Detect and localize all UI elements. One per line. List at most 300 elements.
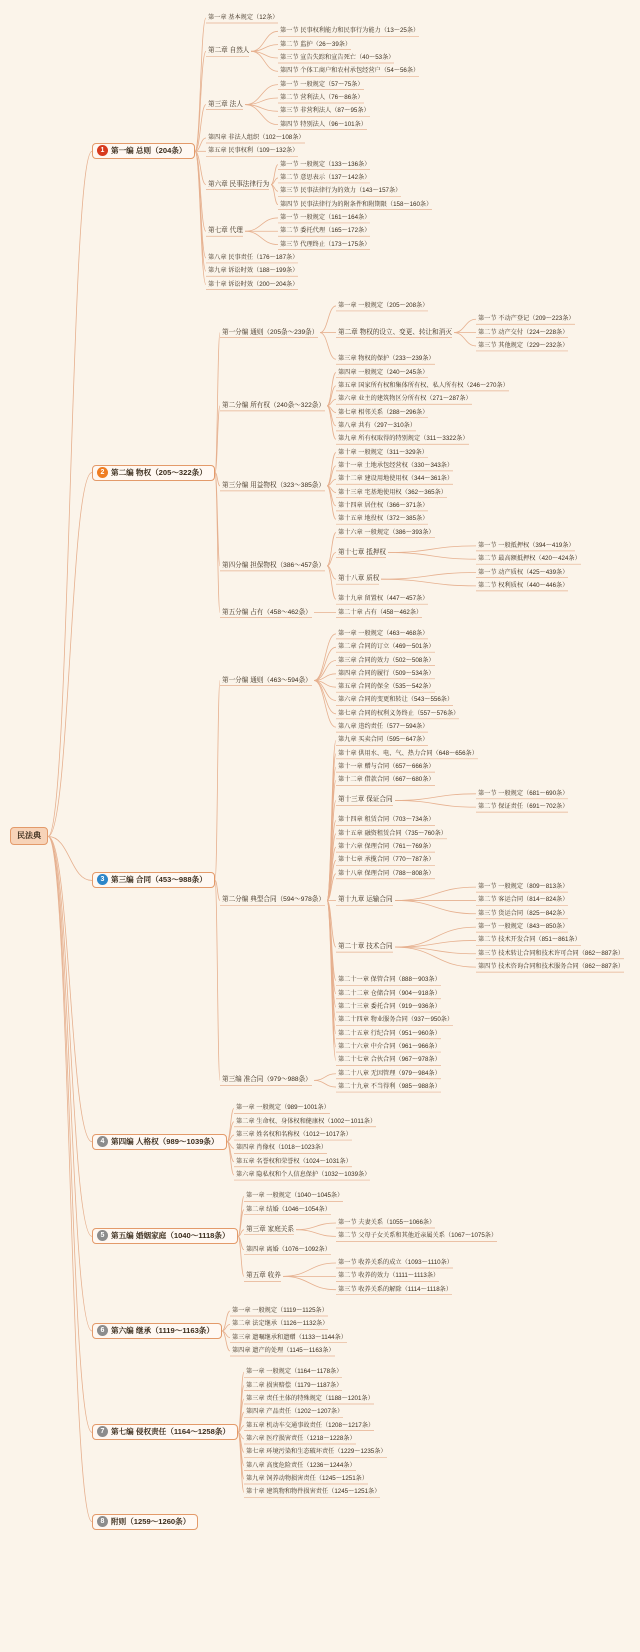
leaf-node — [478, 935, 581, 945]
leaf-node-label: 第四节 个体工商户和农村承包经营户（54～56条） — [280, 67, 420, 75]
leaf-node — [236, 1143, 327, 1153]
leaf-node — [478, 882, 568, 892]
connector-line — [327, 406, 336, 439]
leaf-node-label: 第二节 保证责任（691～702条） — [478, 803, 569, 811]
leaf-node — [338, 855, 435, 865]
leaf-node — [232, 1346, 335, 1356]
leaf-node — [338, 594, 428, 604]
leaf-node-label: 第十二章 借款合同（667～680条） — [338, 776, 435, 784]
leaf-node — [338, 749, 478, 759]
leaf-node-label: 第二节 技术开发合同（851～861条） — [478, 936, 581, 944]
branch-node-label: 第二章 物权的设立、变更、转让和消灭 — [338, 328, 452, 336]
leaf-node — [246, 1394, 374, 1404]
leaf-node — [280, 106, 370, 116]
leaf-node-label: 第三章 遗嘱继承和遗赠（1133～1144条） — [232, 1333, 347, 1341]
leaf-node-label: 第五章 民事权利（109～132条） — [208, 147, 299, 155]
leaf-node-label: 第十章 建筑物和物件损害责任（1245～1251条） — [246, 1488, 381, 1496]
branch-node — [208, 180, 269, 190]
leaf-node-label: 第二章 合同的订立（469～501条） — [338, 643, 435, 651]
leaf-node-label: 第十四章 租赁合同（703～734条） — [338, 816, 435, 824]
leaf-node-label: 第三章 物权的保护（233～239条） — [338, 355, 435, 363]
leaf-node — [478, 541, 575, 551]
connector-line — [395, 887, 476, 900]
leaf-node — [246, 1474, 368, 1484]
leaf-node-label: 第十八章 保理合同（788～808条） — [338, 869, 435, 877]
branch-node-label: 第六章 民事法律行为 — [208, 180, 270, 188]
branch-node — [338, 942, 393, 952]
leaf-node — [280, 173, 370, 183]
connector-line — [48, 836, 92, 1521]
connector-line — [48, 151, 92, 836]
leaf-node-label: 第二节 意思表示（137～142条） — [280, 173, 371, 181]
branch-node-label: 第五分编 占有（458～462条） — [222, 608, 312, 616]
leaf-node — [478, 314, 575, 324]
leaf-node — [208, 133, 305, 143]
leaf-node-label: 第十四章 居住权（366～371条） — [338, 501, 429, 509]
leaf-node-label: 第三节 宣告失踪和宣告死亡（40～53条） — [280, 53, 395, 61]
leaf-node — [280, 240, 370, 250]
leaf-node-label: 第一节 一般规定（133～136条） — [280, 160, 371, 168]
leaf-node — [338, 869, 435, 879]
branch-node — [246, 1225, 294, 1235]
leaf-node-label: 第十九章 留置权（447～457条） — [338, 595, 429, 603]
leaf-node — [338, 301, 428, 311]
connector-line — [195, 51, 206, 151]
leaf-node-label: 第二十五章 行纪合同（951～960条） — [338, 1029, 441, 1037]
part-label: 第二编 物权（205～322条） — [111, 467, 207, 477]
connector-line — [314, 647, 336, 680]
branch-node — [208, 226, 243, 236]
leaf-node-label: 第三章 姓名权和名称权（1012～1017条） — [236, 1131, 352, 1139]
leaf-node-label: 第一章 一般规定（205～208条） — [338, 301, 429, 309]
branch-node-label: 第二分编 所有权（240条～322条） — [222, 401, 325, 409]
leaf-node — [338, 1042, 441, 1052]
leaf-node-label: 第三节 货运合同（825～842条） — [478, 909, 569, 917]
leaf-node — [338, 975, 441, 985]
leaf-node — [338, 842, 435, 852]
branch-node-label: 第一分编 通则（205条～239条） — [222, 328, 319, 336]
leaf-node — [280, 93, 364, 103]
connector-line — [327, 453, 336, 486]
leaf-node-label: 第七章 环境污染和生态破坏责任（1229～1235条） — [246, 1448, 387, 1456]
leaf-node — [280, 40, 351, 50]
connector-line — [327, 566, 336, 599]
branch-node-label: 第五章 收养 — [246, 1272, 281, 1280]
leaf-node — [338, 434, 469, 444]
leaf-node — [478, 328, 568, 338]
leaf-node — [280, 26, 419, 36]
leaf-node — [338, 1029, 441, 1039]
leaf-node-label: 第三节 民事法律行为的效力（143～157条） — [280, 187, 402, 195]
branch-node — [222, 1075, 312, 1085]
leaf-node — [280, 160, 370, 170]
connector-line — [238, 1386, 244, 1433]
leaf-node — [236, 1103, 330, 1113]
leaf-node-label: 第二节 最高额抵押权（420～424条） — [478, 555, 581, 563]
leaf-node-label: 第五章 名誉权和荣誉权（1024～1031条） — [236, 1157, 352, 1165]
leaf-node — [208, 280, 298, 290]
leaf-node-label: 第二节 营利法人（76～86条） — [280, 93, 364, 101]
connector-line — [245, 218, 278, 231]
leaf-node-label: 第二十九章 不当得利（985～988条） — [338, 1083, 441, 1091]
leaf-node — [236, 1117, 376, 1127]
connector-line — [296, 1223, 336, 1230]
branch-node — [222, 561, 325, 571]
connector-line — [327, 486, 336, 519]
leaf-node — [338, 695, 453, 705]
connector-line — [388, 546, 476, 553]
part-number-badge: 2 — [97, 467, 108, 478]
leaf-node-label: 第十五章 地役权（372～385条） — [338, 515, 429, 523]
leaf-node — [478, 581, 568, 591]
leaf-node-label: 第十六章 一般规定（386～393条） — [338, 528, 435, 536]
connector-line — [395, 800, 476, 807]
part-node — [92, 465, 215, 481]
leaf-node — [338, 474, 453, 484]
part-node — [92, 1134, 227, 1150]
leaf-node-label: 第五章 国家所有权和集体所有权、私人所有权（246～270条） — [338, 381, 509, 389]
leaf-node-label: 第一节 一般抵押权（394～419条） — [478, 541, 575, 549]
leaf-node-label: 第九章 诉讼时效（188～199条） — [208, 267, 299, 275]
leaf-node — [338, 394, 472, 404]
leaf-node — [338, 682, 435, 692]
leaf-node-label: 第一节 一般规定（681～690条） — [478, 789, 569, 797]
leaf-node-label: 第二十章 占有（458～462条） — [338, 608, 423, 616]
leaf-node-label: 第三节 收养关系的解除（1114～1118条） — [338, 1285, 453, 1293]
leaf-node-label: 第二章 法定继承（1126～1132条） — [232, 1320, 329, 1328]
connector-line — [48, 836, 92, 1331]
root-node-label: 民法典 — [17, 831, 41, 841]
branch-node — [246, 1271, 281, 1281]
leaf-node — [338, 709, 459, 719]
leaf-node — [478, 949, 624, 959]
part-node — [92, 872, 215, 888]
leaf-node-label: 第十章 诉讼时效（200～204条） — [208, 280, 299, 288]
leaf-node-label: 第一节 收养关系的成立（1093～1110条） — [338, 1259, 453, 1267]
leaf-node — [338, 775, 435, 785]
connector-line — [381, 579, 476, 586]
connector-line — [227, 1108, 234, 1141]
connector-line — [296, 1230, 336, 1237]
branch-node-label: 第二十章 技术合同 — [338, 943, 393, 951]
leaf-node — [280, 66, 419, 76]
leaf-node-label: 第二节 权利质权（440～446条） — [478, 581, 569, 589]
leaf-node-label: 第一节 夫妻关系（1055～1066条） — [338, 1219, 436, 1227]
leaf-node — [338, 461, 453, 471]
part-node — [92, 1228, 238, 1244]
leaf-node-label: 第六章 隐私权和个人信息保护（1032～1039条） — [236, 1171, 371, 1179]
part-node — [92, 143, 195, 159]
leaf-node — [246, 1434, 356, 1444]
leaf-node — [478, 568, 568, 578]
leaf-node — [280, 80, 364, 90]
connector-line — [48, 473, 92, 837]
connector-line — [215, 473, 220, 613]
leaf-node-label: 第四章 一般规定（240～245条） — [338, 368, 429, 376]
branch-node-label: 第三章 家庭关系 — [246, 1225, 294, 1233]
branch-node-label: 第一分编 通则（463～594条） — [222, 676, 312, 684]
part-label: 第五编 婚姻家庭（1040～1118条） — [111, 1231, 230, 1241]
leaf-node-label: 第二十四章 物业服务合同（937～950条） — [338, 1016, 454, 1024]
leaf-node-label: 第十六章 保理合同（761～769条） — [338, 843, 435, 851]
leaf-node-label: 第一节 一般规定（809～813条） — [478, 883, 569, 891]
leaf-node — [208, 13, 278, 23]
leaf-node — [478, 909, 568, 919]
leaf-node — [478, 789, 568, 799]
leaf-node — [338, 669, 435, 679]
leaf-node-label: 第一章 基本规定（12条） — [208, 14, 279, 21]
part-label: 第六编 继承（1119～1163条） — [111, 1326, 214, 1335]
branch-node — [222, 401, 325, 411]
connector-line — [48, 836, 92, 1141]
branch-node — [222, 608, 312, 618]
part-number-badge: 6 — [97, 1325, 108, 1336]
leaf-node-label: 第二节 委托代理（165～172条） — [280, 227, 371, 235]
leaf-node — [338, 1218, 435, 1228]
leaf-node — [246, 1205, 331, 1215]
leaf-node-label: 第九章 所有权取得的特别规定（311～3322条） — [338, 435, 469, 443]
leaf-node-label: 第四节 民事法律行为的附条件和附期限（158～160条） — [280, 200, 433, 208]
leaf-node-label: 第一节 一般规定（57～75条） — [280, 80, 364, 88]
leaf-node-label: 第十一章 土地承包经营权（330～343条） — [338, 461, 454, 469]
part-number-badge: 3 — [97, 874, 108, 885]
leaf-node-label: 第二节 收养的效力（1111～1113条） — [338, 1272, 440, 1280]
part-number-badge: 8 — [97, 1516, 108, 1527]
leaf-node — [338, 448, 428, 458]
leaf-node-label: 第五章 合同的保全（535～542条） — [338, 683, 435, 691]
connector-line — [314, 681, 336, 728]
leaf-node-label: 第二章 损害赔偿（1179～1187条） — [246, 1381, 343, 1389]
connector-line — [227, 1142, 234, 1175]
leaf-node — [338, 528, 435, 538]
part-label: 第三编 合同（453～988条） — [111, 875, 207, 885]
leaf-node — [280, 226, 370, 236]
leaf-node-label: 第一节 一般规定（161～164条） — [280, 213, 371, 221]
leaf-node — [246, 1191, 343, 1201]
leaf-node-label: 第一章 一般规定（1164～1178条） — [246, 1368, 343, 1376]
leaf-node-label: 第七章 合同的权利义务终止（557～576条） — [338, 709, 460, 717]
part-number-badge: 7 — [97, 1426, 108, 1437]
leaf-node — [338, 1069, 441, 1079]
leaf-node-label: 第六章 业主的建筑物区分所有权（271～287条） — [338, 395, 472, 403]
branch-node-label: 第十三章 保证合同 — [338, 796, 393, 804]
leaf-node — [478, 962, 624, 972]
leaf-node-label: 第二章 生命权、身体权和健康权（1002～1011条） — [236, 1117, 377, 1125]
leaf-node-label: 第一章 一般规定（1040～1045条） — [246, 1192, 344, 1200]
part-node — [92, 1514, 198, 1530]
leaf-node — [338, 829, 447, 839]
connector-line — [327, 373, 336, 406]
part-label: 第一编 总则（204条） — [111, 146, 187, 156]
connector-line — [320, 306, 336, 333]
leaf-node — [338, 381, 509, 391]
leaf-node-label: 第四节 特别法人（96～101条） — [280, 120, 367, 128]
leaf-node — [338, 354, 435, 364]
leaf-node-label: 第三章 责任主体的特殊规定（1188～1201条） — [246, 1394, 374, 1402]
leaf-node-label: 第四章 离婚（1076～1092条） — [246, 1245, 331, 1253]
connector-line — [320, 333, 336, 360]
leaf-node-label: 第二节 父母子女关系和其他近亲属关系（1067～1075条） — [338, 1232, 498, 1240]
branch-node-label: 第三编 准合同（979～988条） — [222, 1076, 312, 1084]
leaf-node-label: 第三节 非营利法人（87～95条） — [280, 107, 370, 115]
leaf-node-label: 第四章 合同的履行（509～534条） — [338, 669, 435, 677]
root-node — [10, 827, 48, 845]
leaf-node-label: 第四章 肖像权（1018～1023条） — [236, 1144, 328, 1152]
leaf-node — [338, 488, 447, 498]
leaf-node — [338, 735, 428, 745]
leaf-node-label: 第一节 一般规定（843～850条） — [478, 923, 569, 931]
leaf-node-label: 第二十三章 委托合同（919～936条） — [338, 1003, 441, 1011]
leaf-node — [338, 629, 428, 639]
leaf-node — [338, 1231, 497, 1241]
connector-line — [215, 880, 220, 1080]
branch-node-label: 第二章 自然人 — [208, 47, 250, 55]
leaf-node — [208, 146, 298, 156]
leaf-node — [338, 1082, 441, 1092]
leaf-node — [208, 253, 298, 263]
connector-line — [314, 634, 336, 681]
leaf-node-label: 第十章 一般规定（311～329条） — [338, 448, 428, 456]
leaf-node — [478, 922, 568, 932]
leaf-node — [338, 642, 435, 652]
leaf-node-label: 第二节 客运合同（814～824条） — [478, 896, 569, 904]
connector-line — [454, 333, 476, 346]
leaf-node — [338, 421, 416, 431]
connector-line — [215, 333, 220, 473]
leaf-node — [338, 1015, 453, 1025]
leaf-node-label: 第三节 其他规定（229～232条） — [478, 341, 569, 349]
leaf-node-label: 第八章 共有（297～310条） — [338, 421, 417, 429]
branch-node-label: 第十九章 运输合同 — [338, 896, 393, 904]
leaf-node-label: 第六章 合同的变更和转让（543～556条） — [338, 696, 454, 704]
leaf-node — [246, 1407, 343, 1417]
leaf-node-label: 第六章 医疗损害责任（1218～1228条） — [246, 1434, 356, 1442]
leaf-node — [236, 1157, 352, 1167]
leaf-node — [338, 656, 435, 666]
connector-line — [395, 900, 476, 913]
leaf-node — [232, 1306, 328, 1316]
branch-node — [208, 46, 249, 56]
part-number-badge: 5 — [97, 1230, 108, 1241]
connector-line — [283, 1276, 336, 1289]
connector-line — [314, 1080, 336, 1087]
connector-line — [215, 681, 220, 881]
leaf-node — [246, 1461, 356, 1471]
leaf-node-label: 第二十六章 中介合同（961～966条） — [338, 1043, 441, 1051]
leaf-node-label: 第十七章 承揽合同（770～787条） — [338, 856, 435, 864]
part-label: 第七编 侵权责任（1164～1258条） — [111, 1427, 231, 1437]
leaf-node-label: 第九章 饲养动物损害责任（1245～1251条） — [246, 1474, 369, 1482]
leaf-node-label: 第一章 一般规定（989～1001条） — [236, 1104, 330, 1112]
leaf-node-label: 第二十七章 合伙合同（967～978条） — [338, 1056, 441, 1064]
leaf-node — [338, 762, 435, 772]
leaf-node — [338, 1002, 441, 1012]
leaf-node-label: 第四章 产品责任（1202～1207条） — [246, 1408, 344, 1416]
branch-node — [222, 328, 318, 338]
connector-line — [388, 553, 476, 560]
leaf-node-label: 第十三章 宅基地使用权（362～365条） — [338, 488, 447, 496]
branch-node-label: 第十八章 质权 — [338, 575, 380, 583]
leaf-node — [246, 1367, 342, 1377]
leaf-node-label: 第八章 高度危险责任（1236～1244条） — [246, 1461, 356, 1469]
leaf-node — [338, 1258, 453, 1268]
connector-line — [395, 794, 476, 801]
branch-node-label: 第四分编 担保物权（386～457条） — [222, 561, 325, 569]
branch-node-label: 第三分编 用益物权（323～385条） — [222, 481, 325, 489]
branch-node — [222, 481, 325, 491]
connector-line — [245, 231, 278, 244]
leaf-node-label: 第三节 代理终止（173～175条） — [280, 240, 371, 248]
leaf-node-label: 第十五章 融资租赁合同（735～760条） — [338, 829, 447, 837]
leaf-node — [338, 368, 428, 378]
connector-line — [454, 319, 476, 332]
leaf-node — [338, 722, 428, 732]
leaf-node — [232, 1319, 328, 1329]
leaf-node-label: 第二节 监护（26～39条） — [280, 40, 352, 48]
leaf-node — [338, 989, 441, 999]
branch-node — [222, 895, 325, 905]
branch-node-label: 第三章 法人 — [208, 100, 243, 108]
branch-node — [208, 100, 243, 110]
leaf-node — [246, 1487, 380, 1497]
connector-line — [48, 836, 92, 1432]
leaf-node — [338, 408, 428, 418]
leaf-node — [236, 1170, 370, 1180]
branch-node-label: 第二分编 典型合同（594～978条） — [222, 896, 325, 904]
branch-node — [338, 895, 393, 905]
leaf-node-label: 第八章 民事责任（176～187条） — [208, 253, 299, 261]
leaf-node-label: 第二节 动产交付（224～228条） — [478, 328, 569, 336]
connector-line — [314, 681, 336, 714]
leaf-node — [246, 1447, 387, 1457]
leaf-node — [280, 213, 370, 223]
part-number-badge: 4 — [97, 1136, 108, 1147]
branch-node — [338, 548, 386, 558]
leaf-node — [478, 802, 568, 812]
leaf-node-label: 第四章 非法人组织（102～108条） — [208, 133, 305, 141]
leaf-node — [236, 1130, 352, 1140]
leaf-node-label: 第一章 一般规定（1119～1125条） — [232, 1307, 328, 1314]
leaf-node-label: 第四节 技术咨询合同和技术服务合同（862～887条） — [478, 963, 625, 971]
leaf-node-label: 第二十八章 无因管理（979～984条） — [338, 1069, 441, 1077]
leaf-node — [208, 266, 298, 276]
leaf-node — [280, 120, 367, 130]
leaf-node-label: 第三章 合同的效力（502～508条） — [338, 656, 435, 664]
leaf-node-label: 第一节 民事权利能力和民事行为能力（13～25条） — [280, 27, 420, 35]
branch-node — [338, 574, 379, 584]
leaf-node — [478, 895, 568, 905]
leaf-node-label: 第二十一章 保管合同（888～903条） — [338, 976, 441, 984]
part-node — [92, 1323, 222, 1339]
branch-node-label: 第十七章 抵押权 — [338, 548, 386, 556]
part-label: 第四编 人格权（989～1039条） — [111, 1136, 219, 1146]
leaf-node — [338, 501, 428, 511]
leaf-node — [338, 1055, 441, 1065]
leaf-node — [338, 1271, 439, 1281]
connector-line — [283, 1263, 336, 1276]
leaf-node — [246, 1421, 374, 1431]
leaf-node-label: 第四章 遗产的处理（1145～1163条） — [232, 1347, 335, 1354]
leaf-node — [478, 341, 568, 351]
leaf-node-label: 第十一章 赠与合同（657～666条） — [338, 763, 435, 771]
leaf-node — [232, 1333, 347, 1343]
branch-node-label: 第七章 代理 — [208, 227, 243, 235]
leaf-node-label: 第十章 供用水、电、气、热力合同（648～656条） — [338, 749, 478, 757]
connector-line — [327, 533, 336, 566]
leaf-node-label: 第一节 动产质权（425～439条） — [478, 568, 569, 576]
leaf-node — [338, 815, 435, 825]
connector-line — [314, 1074, 336, 1081]
